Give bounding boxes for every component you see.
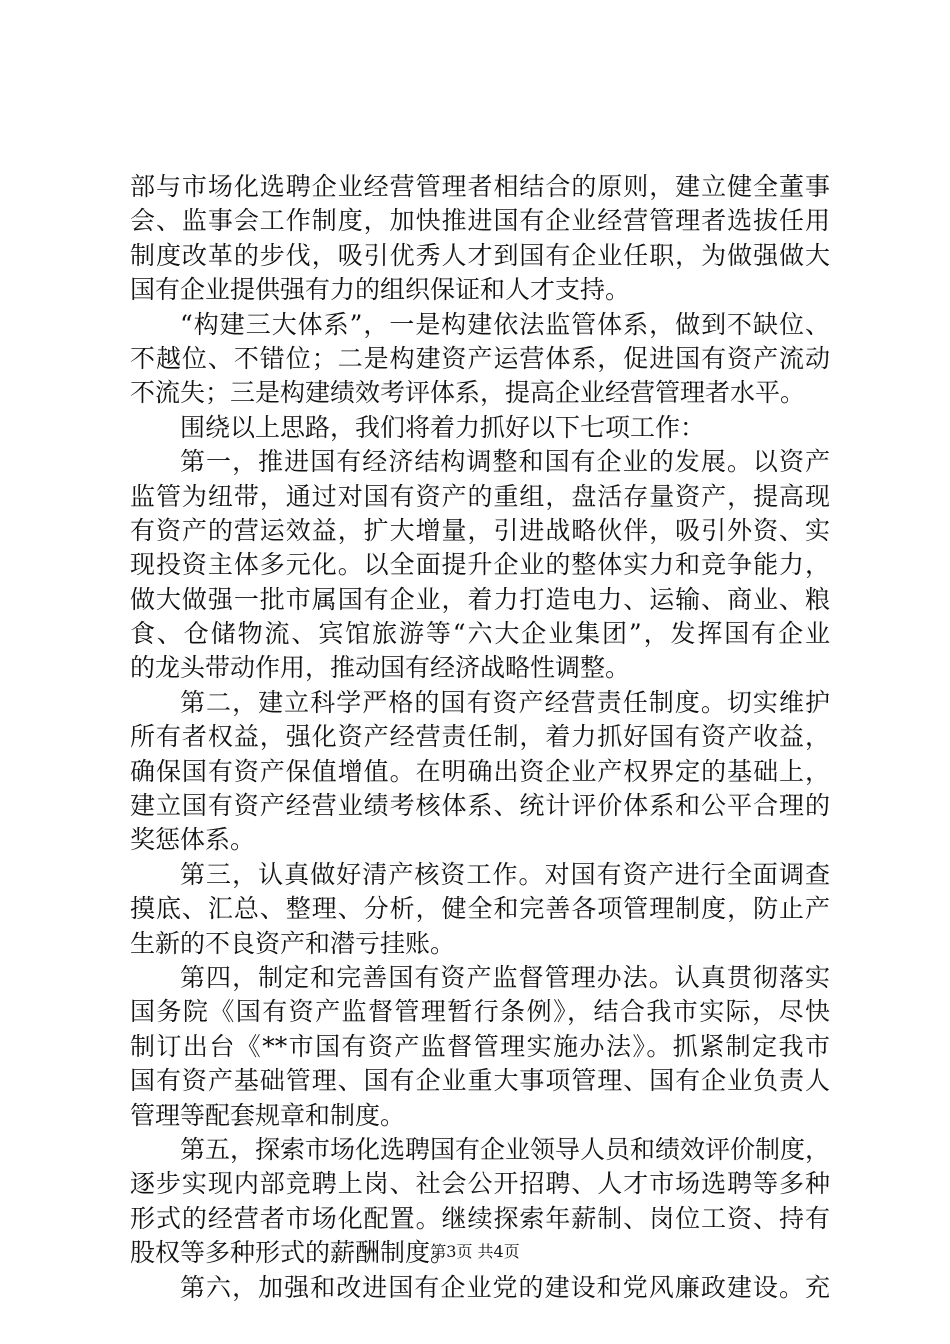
text-line: 生新的不良资产和潜亏挂账。 <box>130 928 456 958</box>
text-line: 制订出台《**市国有资产监督管理实施办法》。抓紧制定我市 <box>130 1031 830 1061</box>
paragraph <box>130 170 830 308</box>
text-line: 不流失；三是构建绩效考评体系，提高企业经营管理者水平。 <box>130 378 806 408</box>
text-line: 国务院《国有资产监督管理暂行条例》，结合我市实际，尽快 <box>130 997 830 1027</box>
paragraph <box>130 961 830 1133</box>
text-line: 部与市场化选聘企业经营管理者相结合的原则，建立健全董事 <box>130 172 830 201</box>
page-number-footer: 第3页 共4页 <box>430 1242 520 1261</box>
document-body <box>130 170 830 1305</box>
text-line: 做大做强一批市属国有企业，着力打造电力、运输、商业、粮 <box>130 584 830 614</box>
text-line: 形式的经营者市场化配置。继续探索年薪制、岗位工资、持有 <box>130 1203 830 1233</box>
text-line: 摸底、汇总、整理、分析，健全和完善各项管理制度，防止产 <box>130 894 830 924</box>
paragraph <box>130 1271 830 1305</box>
text-line: 监管为纽带，通过对国有资产的重组，盘活存量资产，提高现 <box>130 481 830 511</box>
text-line: 第六，加强和改进国有企业党的建设和党风廉政建设。充 <box>180 1272 830 1302</box>
text-line: 第一，推进国有经济结构调整和国有企业的发展。以资产 <box>180 447 830 477</box>
text-line: 所有者权益，强化资产经营责任制，着力抓好国有资产收益， <box>130 722 830 752</box>
text-line: 第二，建立科学严格的国有资产经营责任制度。切实维护 <box>180 687 830 717</box>
text-line: 制度改革的步伐，吸引优秀人才到国有企业任职，为做强做大 <box>130 240 830 270</box>
paragraph <box>130 686 830 858</box>
text-line: 围绕以上思路，我们将着力抓好以下七项工作： <box>180 412 706 442</box>
text-line: 国有企业提供强有力的组织保证和人才支持。 <box>130 275 631 305</box>
text-line: 食、仓储物流、宾馆旅游等“六大企业集团”，发挥国有企业 <box>130 619 830 649</box>
text-line: 会、监事会工作制度，加快推进国有企业经营管理者选拔任用 <box>130 206 830 236</box>
text-line: 股权等多种形式的薪酬制度。 <box>130 1238 456 1268</box>
text-line: 奖惩体系。 <box>130 825 256 855</box>
text-line: 不越位、不错位；二是构建资产运营体系，促进国有资产流动 <box>130 343 830 373</box>
text-line: 现投资主体多元化。以全面提升企业的整体实力和竞争能力， <box>130 550 830 580</box>
paragraph <box>130 308 830 411</box>
text-line: 有资产的营运效益，扩大增量，引进战略伙伴，吸引外资、实 <box>130 515 830 545</box>
text-line: 管理等配套规章和制度。 <box>130 1100 406 1130</box>
paragraph <box>130 858 830 961</box>
text-line: 第五，探索市场化选聘国有企业领导人员和绩效评价制度， <box>180 1134 831 1164</box>
text-line: 的龙头带动作用，推动国有经济战略性调整。 <box>130 653 631 683</box>
text-line: 第三，认真做好清产核资工作。对国有资产进行全面调查 <box>180 859 830 889</box>
paragraph <box>130 445 830 686</box>
text-line: 国有资产基础管理、国有企业重大事项管理、国有企业负责人 <box>130 1066 830 1096</box>
text-line: 第四，制定和完善国有资产监督管理办法。认真贯彻落实 <box>180 962 830 992</box>
text-line: “构建三大体系”，一是构建依法监管体系，做到不缺位、 <box>180 309 830 339</box>
text-line: 建立国有资产经营业绩考核体系、统计评价体系和公平合理的 <box>130 791 830 821</box>
text-line: 逐步实现内部竞聘上岗、社会公开招聘、人才市场选聘等多种 <box>130 1169 830 1199</box>
text-line: 确保国有资产保值增值。在明确出资企业产权界定的基础上， <box>130 756 830 786</box>
paragraph <box>130 411 830 445</box>
